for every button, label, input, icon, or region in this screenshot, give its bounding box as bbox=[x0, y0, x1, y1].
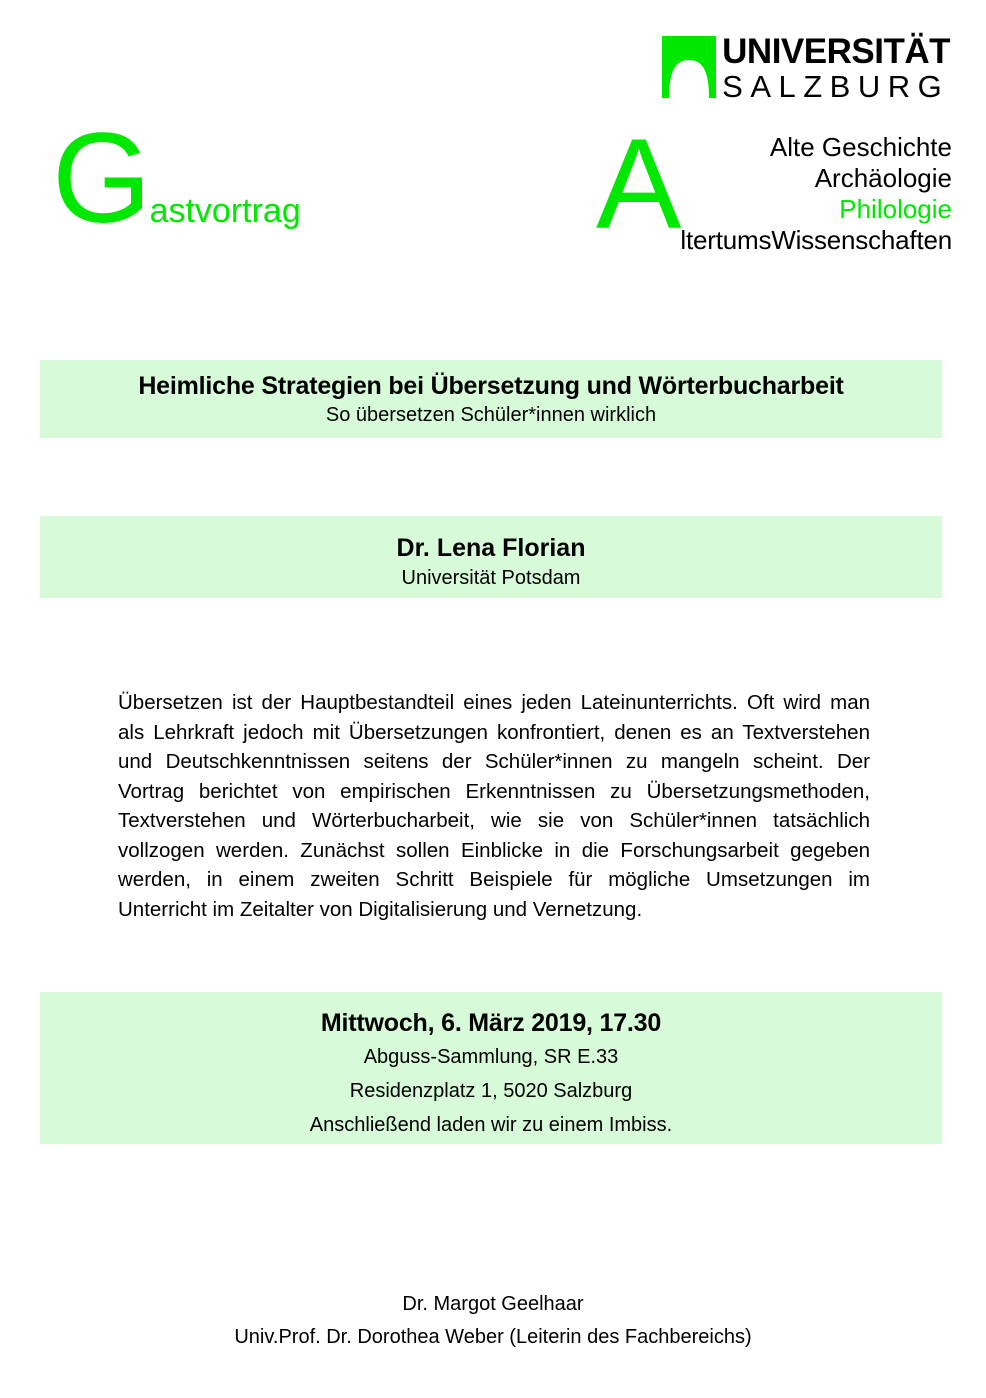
university-city: SALZBURG bbox=[722, 69, 950, 104]
abstract-text: Übersetzen ist der Hauptbestandteil eines jeden Lateinunterrichts. Oft wird man als Lehrkraft jedoch mit Übersetzungen konfrontiert, denen es an Textverstehen und Deutschkenntnissen seitens der Schüler*innen zu mangeln scheint. Der Vortrag berichtet von empirischen Erkenntnissen zu Übersetzungsmethoden, Textverstehen und Wörterbucharbeit, wie sie von Schüler*innen tatsächlich vollzogen werden. Zunächst sollen Einblicke in die Forschungsarbeit gegeben werden, in einem zweiten Schritt Beispiele für mögliche Umsetzungen im Unterricht im Zeitalter von Digitalisierung und Vernetzung. bbox=[118, 691, 870, 921]
speaker-name: Dr. Lena Florian bbox=[396, 534, 586, 562]
event-details-band bbox=[40, 992, 942, 1144]
organizer-secondary: Univ.Prof. Dr. Dorothea Weber (Leiterin des Fachbereichs) bbox=[234, 1326, 752, 1348]
organizer-footer bbox=[0, 1288, 986, 1354]
discipline-alte-geschichte: Alte Geschichte bbox=[769, 132, 952, 162]
poster-header bbox=[0, 0, 986, 270]
discipline-archaeologie: Archäologie bbox=[814, 163, 952, 193]
altertumswissenschaften-initial: A bbox=[596, 113, 680, 256]
altertumswissenschaften-remainder: ltertumsWissenschaften bbox=[680, 225, 952, 255]
speaker-band bbox=[40, 516, 942, 598]
gastvortrag-initial: G bbox=[52, 107, 150, 250]
gastvortrag-lockup bbox=[52, 107, 301, 250]
event-venue: Abguss-Sammlung, SR E.33 bbox=[363, 1046, 619, 1068]
talk-title: Heimliche Strategien bei Übersetzung und Wörterbucharbeit bbox=[138, 372, 844, 400]
event-datetime: Mittwoch, 6. März 2019, 17.30 bbox=[320, 1009, 662, 1037]
university-wordmark bbox=[722, 34, 950, 104]
university-name: UNIVERSITÄT bbox=[722, 32, 950, 71]
altertumswissenschaften-lockup bbox=[596, 113, 952, 256]
discipline-list bbox=[680, 132, 952, 256]
event-address: Residenzplatz 1, 5020 Salzburg bbox=[349, 1080, 633, 1102]
talk-subtitle: So übersetzen Schüler*innen wirklich bbox=[325, 404, 657, 426]
discipline-philologie: Philologie bbox=[839, 194, 952, 224]
organizer-primary: Dr. Margot Geelhaar bbox=[402, 1293, 584, 1315]
university-logo bbox=[662, 34, 950, 104]
event-note: Anschließend laden wir zu einem Imbiss. bbox=[309, 1114, 673, 1136]
gastvortrag-remainder: astvortrag bbox=[149, 192, 301, 230]
talk-title-band bbox=[40, 360, 942, 438]
university-arch-mark-icon bbox=[662, 36, 716, 98]
speaker-affiliation: Universität Potsdam bbox=[401, 567, 581, 589]
